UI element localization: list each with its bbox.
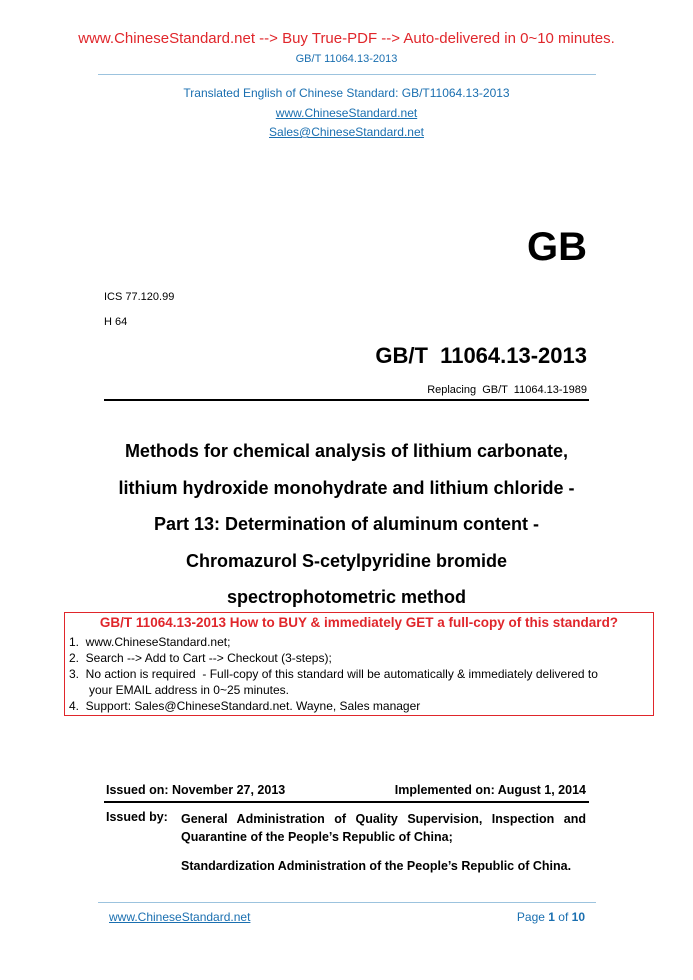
implemented-on-date: Implemented on: August 1, 2014 — [394, 783, 586, 797]
footer-divider — [98, 902, 596, 903]
issuer-aqsiq: General Administration of Quality Supervision, Inspection and Quarantine of the People’s Republic of China; — [181, 812, 586, 844]
ics-code: ICS 77.120.99 — [104, 291, 175, 303]
purchase-step: 2. Search --> Add to Cart --> Checkout (3-steps); — [69, 651, 332, 665]
top-banner[interactable]: www.ChineseStandard.net --> Buy True-PDF --> Auto-delivered in 0~10 minutes. — [78, 30, 615, 47]
document-title-line: Chromazurol S-cetylpyridine bromide — [185, 551, 508, 571]
document-title-line: lithium hydroxide monohydrate and lithium chloride - — [118, 478, 575, 498]
website-link[interactable]: www.ChineseStandard.net — [275, 106, 418, 120]
page-current: 1 — [548, 910, 555, 924]
page-prefix: Page — [516, 910, 549, 924]
replacing-note: Replacing GB/T 11064.13-1989 — [427, 384, 587, 396]
page-total: 10 — [571, 910, 585, 924]
translation-note: Translated English of Chinese Standard: GB/T11064.13-2013 — [183, 86, 510, 100]
purchase-step: 3. No action is required - Full-copy of this standard will be automatically & immediately delivered to — [69, 667, 598, 681]
issuer-sac: Standardization Administration of the People’s Republic of China. — [181, 859, 572, 873]
classification-code: H 64 — [104, 316, 128, 328]
issued-on-date: Issued on: November 27, 2013 — [106, 783, 286, 797]
standard-number: GB/T 11064.13-2013 — [375, 343, 587, 368]
title-divider — [104, 399, 589, 401]
purchase-info-box — [64, 612, 654, 716]
issued-by-label: Issued by: — [106, 810, 168, 824]
dates-divider — [104, 801, 589, 803]
email-link[interactable]: Sales@ChineseStandard.net — [269, 125, 424, 139]
header-divider — [98, 74, 596, 75]
document-title-line: Part 13: Determination of aluminum content - — [153, 514, 540, 534]
page-sep: of — [554, 910, 572, 924]
purchase-step: 1. www.ChineseStandard.net; — [69, 635, 231, 649]
purchase-box-title: GB/T 11064.13-2013 How to BUY & immediately GET a full-copy of this standard? — [99, 615, 619, 630]
header-standard-code: GB/T 11064.13-2013 — [295, 53, 398, 65]
purchase-step: your EMAIL address in 0~25 minutes. — [69, 683, 289, 697]
page-indicator — [517, 910, 585, 924]
gb-mark: GB — [527, 225, 587, 269]
footer-website-link[interactable]: www.ChineseStandard.net — [109, 910, 251, 924]
document-title-line: Methods for chemical analysis of lithium carbonate, — [124, 441, 569, 461]
document-title-line: spectrophotometric method — [226, 587, 467, 607]
purchase-step: 4. Support: Sales@ChineseStandard.net. Wayne, Sales manager — [69, 699, 421, 713]
